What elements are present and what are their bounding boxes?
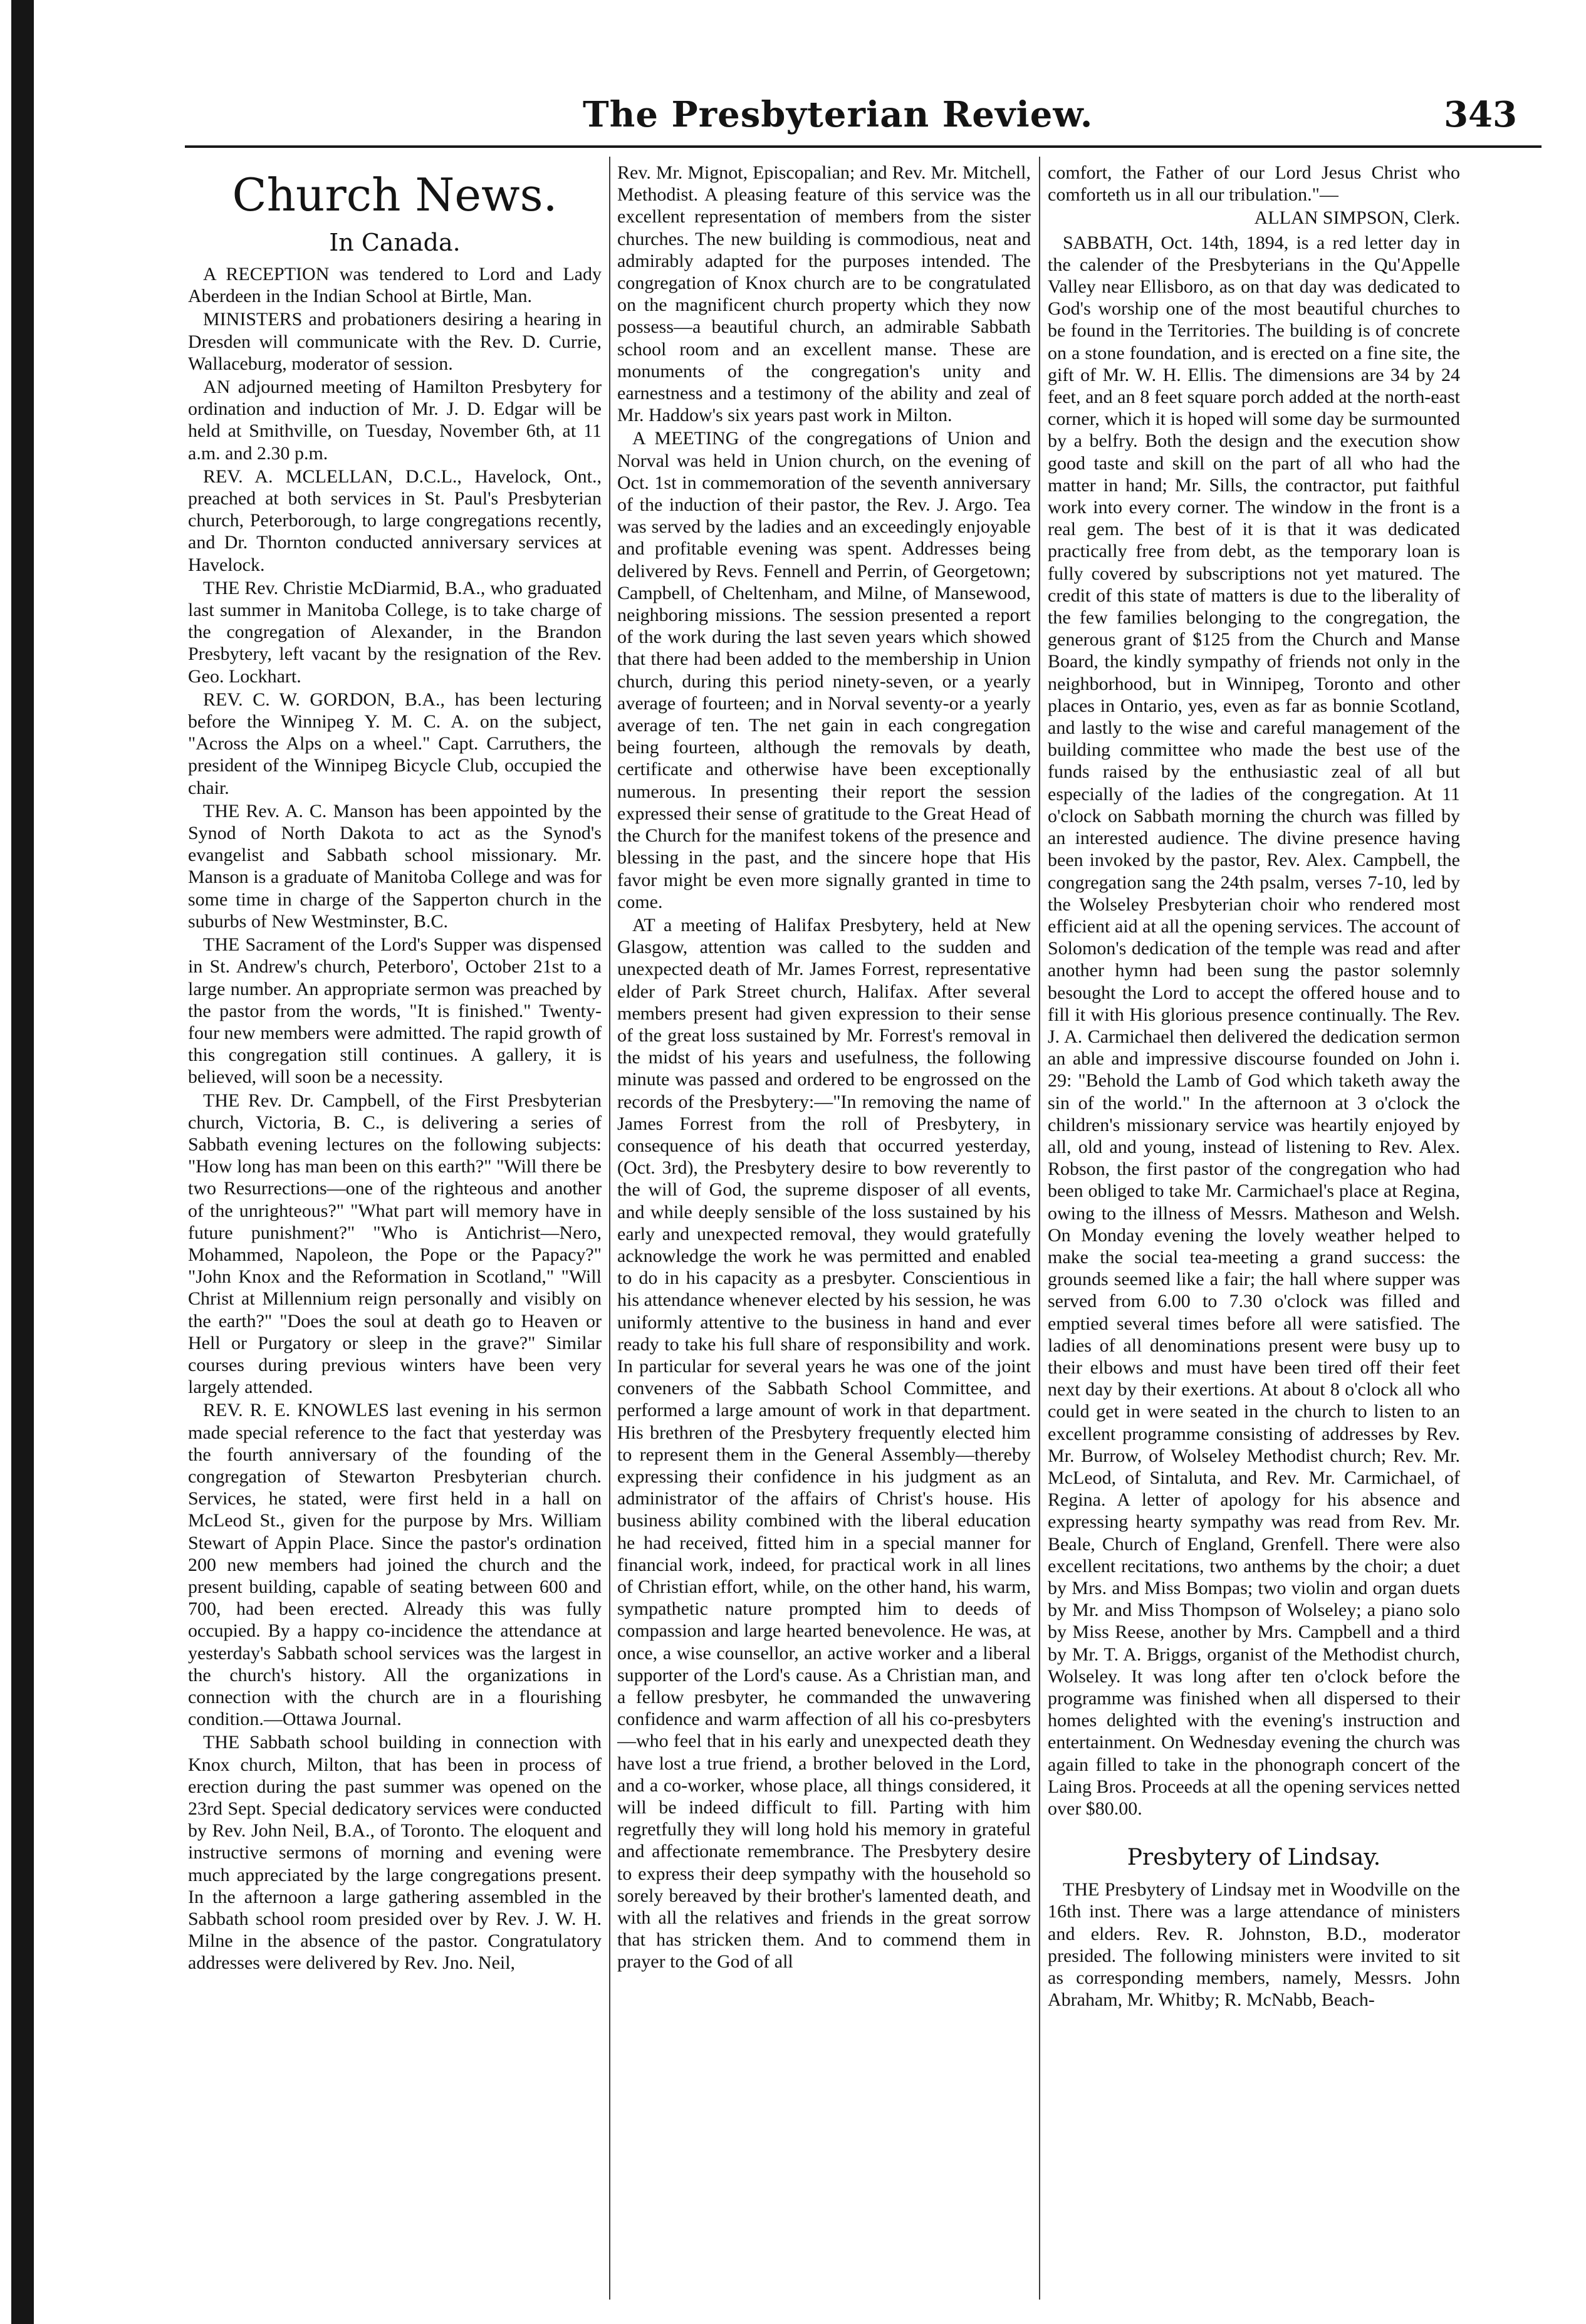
news-item: AT a meeting of Halifax Presbytery, held at New Glasgow, attention was called to the sudden and unexpected death of Mr. James Forrest, representative elder of Park Street church, Halifax. After several members present had given expression to their sense of the great loss sustained by Mr. Forrest's removal in the midst of his years and usefulness, the following minute was passed and ordered to be engrossed on the records of the Presbytery:—"In removing the name of James Forrest from the roll of Presbytery, in consequence of his death that occurred yesterday, (Oct. 3rd), the Presbytery desire to bow reverently to the will of God, the supreme disposer of all events, and while deeply sensible of the loss sustained by his early and unexpected removal, they would gratefully acknowledge the work he was permitted and enabled to do in his capacity as a presbyter. Conscientious in his attendance whenever elected by his session, he was uniformly attentive to the business in hand and ever ready to take his full share of responsibility and work. In particular for several years he was one of the joint conveners of the Sabbath School Committee, and performed a large amount of work in that department. His brethren of the Presbytery frequently elected him to represent them in the General Assembly—thereby expressing their confidence in his judgment as an administrator of the affairs of Christ's house. His business ability combined with the liberal education he had received, fitted him in a special manner for financial work, indeed, for practical work in all lines of Christian effort, while, on the other hand, his warm, sympathetic nature prompted him to deeds of compassion and large hearted benevolence. He was, at once, a wise counsellor, an active worker and a liberal supporter of the Lord's cause. As a Christian man, and a fellow presbyter, he commanded the unwavering confidence and warm affection of all his co-presbyters—who feel that in his early and unexpected death they have lost a true friend, a brother beloved in the Lord, and a co-worker, whose place, all things considered, it will be indeed difficult to fill. Parting with him regretfully they will long hold his memory in grateful and affectionate remembrance. The Presbytery desire to express their deep sympathy with the household so sorely bereaved by their brother's lamented death, and with all the relatives and friends in the great sorrow that has stricken them. And to commend them in prayer to the God of all bbox=[617, 914, 1031, 1972]
news-item: THE Rev. Dr. Campbell, of the First Presbyterian church, Victoria, B. C., is delivering a series of Sabbath evening lectures on the following subjects: "How long has man been on this earth?" "Will there be two Resurrections—one of the righteous and another of the unrighteous?" "What part will memory have in future punishment?" "Who is Antichrist—Nero, Mohammed, Napoleon, the Pope or the Papacy?" "John Knox and the Reformation in Scotland," "Will Christ at Millennium reign personally and visibly on the earth?" "Does the soul at death go to Heaven or Hell or Purgatory or sleep in the grave?" Similar courses during previous winters have been very largely attended. bbox=[188, 1090, 602, 1398]
news-item: THE Rev. Christie McDiarmid, B.A., who graduated last summer in Manitoba College, is to take charge of the congregation of Alexander, in the Brandon Presbytery, left vacant by the resignation of the Rev. Geo. Lockhart. bbox=[188, 577, 602, 687]
clerk-signature: ALLAN SIMPSON, Clerk. bbox=[1254, 207, 1460, 229]
column-1 bbox=[188, 162, 602, 2305]
column-separator bbox=[1039, 157, 1040, 2300]
news-item: MINISTERS and probationers desiring a hearing in Dresden will communicate with the Rev. D. Currie, Wallaceburg, moderator of session. bbox=[188, 309, 602, 374]
header-rule bbox=[185, 145, 1542, 148]
news-item: A MEETING of the congregations of Union and Norval was held in Union church, on the evening of Oct. 1st in commemoration of the seventh anniversary of the induction of their pastor, the Rev. J. Argo. Tea was served by the ladies and an exceedingly enjoyable and profitable evening was spent. Addresses being delivered by Revs. Fennell and Perrin, of Georgetown; Campbell, of Cheltenham, and Milne, of Mansewood, neighboring missions. The session presented a report of the work during the last seven years which showed that there had been added to the membership in Union church, during this period ninety-seven, or a yearly average of fourteen; and in Norval seventy-or a yearly average of ten. The net gain in each congregation being fourteen, although the removals by death, certificate and otherwise have been exceptionally numerous. In presenting their report the session expressed their sense of gratitude to the Great Head of the Church for the manifest tokens of the presence and blessing in the past, and the sincere hope that His favor might be even more signally granted in time to come. bbox=[617, 428, 1031, 912]
news-item: Rev. Mr. Mignot, Episcopalian; and Rev. Mr. Mitchell, Methodist. A pleasing feature of this service was the excellent representation of members from the sister churches. The new building is commodious, neat and admirably adapted for the purposes intended. The congregation of Knox church are to be congratulated on the magnificent church property which they now possess—a beautiful church, an admirable Sabbath school room and an excellent manse. These are monuments of the congregation's unity and earnestness and a testimony of the ability and zeal of Mr. Haddow's six years past work in Milton. bbox=[617, 162, 1031, 426]
column-2 bbox=[617, 162, 1031, 2305]
news-item: THE Presbytery of Lindsay met in Woodville on the 16th inst. There was a large attendance of ministers and elders. Rev. R. Johnston, B.D., moderator presided. The following ministers were invited to sit as corresponding members, namely, Messrs. John Abraham, Mr. Whitby; R. McNabb, Beach- bbox=[1048, 1879, 1460, 2011]
page-number: 343 bbox=[1444, 94, 1517, 135]
news-item: A RECEPTION was tendered to Lord and Lady Aberdeen in the Indian School at Birtle, Man. bbox=[188, 264, 602, 307]
news-item: REV. A. MCLELLAN, D.C.L., Havelock, Ont., preached at both services in St. Paul's Presbyterian church, Peterborough, to large congregations recently, and Dr. Thornton conducted anniversary services at Havelock. bbox=[188, 466, 602, 575]
publication-title: The Presbyterian Review. bbox=[583, 94, 1093, 135]
news-item: REV. C. W. GORDON, B.A., has been lecturing before the Winnipeg Y. M. C. A. on the subject, "Across the Alps on a wheel." Capt. Carruthers, the president of the Winnipeg Bicycle Club, occupied the chair. bbox=[188, 689, 602, 798]
news-item: AN adjourned meeting of Hamilton Presbytery for ordination and induction of Mr. J. D. Edgar will be held at Smithville, on Tuesday, November 6th, at 11 a.m. and 2.30 p.m. bbox=[188, 377, 602, 464]
section-title: Church News. bbox=[232, 169, 558, 221]
news-item: THE Sacrament of the Lord's Supper was dispensed in St. Andrew's church, Peterboro', October 21st to a large number. An appropriate sermon was preached by the pastor from the words, "It is finished." Twenty-four new members were admitted. The rapid growth of this congregation still continues. A gallery, it is believed, will soon be a necessity. bbox=[188, 934, 602, 1088]
subsection-title-lindsay: Presbytery of Lindsay. bbox=[1127, 1845, 1381, 1871]
news-item: THE Rev. A. C. Manson has been appointed by the Synod of North Dakota to act as the Synod's evangelist and Sabbath school missionary. Mr. Manson is a graduate of Manitoba College and was for some time in charge of the Sapperton church in the suburbs of New Westminster, B.C. bbox=[188, 800, 602, 932]
news-item: SABBATH, Oct. 14th, 1894, is a red letter day in the calender of the Presbyterians in the Qu'Appelle Valley near Ellisboro, as on that day was dedicated to God's worship one of the most beautiful churches to be found in the Territories. The building is of concrete on a stone foundation, and is erected on a fine site, the gift of Mr. W. H. Ellis. The dimensions are 34 by 24 feet, and an 8 feet square porch added at the north-east corner, which it is hoped will some day be surmounted by a belfry. Both the design and the execution show good taste and skill on the part of all who had the matter in hand; Mr. Sills, the contractor, put faithful work into every corner. The window in the front is a real gem. The best of it is that it was dedicated practically free from debt, as the temporary loan is fully covered by subscriptions not yet matured. The credit of this state of matters is due to the liberality of the few families belonging to the congregation, the generous grant of $125 from the Church and Manse Board, the kindly sympathy of friends not only in the neighborhood, but in Winnipeg, Toronto and other places in Ontario, yes, even as far as bonnie Scotland, and lastly to the wise and careful management of the building committee who made the best use of the funds raised by the enthusiastic zeal of all but especially of the ladies of the congregation. At 11 o'clock on Sabbath morning the church was filled by an interested audience. The divine presence having been invoked by the pastor, Rev. Alex. Campbell, the congregation sang the 24th psalm, verses 7-10, led by the Wolseley Presbyterian choir who rendered most efficient aid at all the opening services. The account of Solomon's dedication of the temple was read and after another hymn had been sung the pastor solemnly besought the Lord to accept the offered house and to fill it with His glorious presence continually. The Rev. J. A. Carmichael then delivered the dedication sermon an able and impressive discourse founded on John i. 29: "Behold the Lamb of God which taketh away the sin of the world." In the afternoon at 3 o'clock the children's missionary service was heartily enjoyed by all, old and young, instead of listening to Rev. Alex. Robson, the first pastor of the congregation who had been obliged to take Mr. Carmichael's place at Regina, owing to the illness of Messrs. Matheson and Welsh. On Monday evening the lovely weather helped to make the social tea-meeting a grand success: the grounds seemed like a fair; the hall where supper was served from 6.00 to 7.30 o'clock was filled and emptied several times before all were satisfied. The ladies of all denominations present were busy up to their elbows and must have been tired off their feet next day by their exertions. At about 8 o'clock all who could get in were seated in the church to listen to an excellent programme consisting of addresses by Rev. Mr. Burrow, of Wolseley Methodist church; Rev. Mr. McLeod, of Sintaluta, and Rev. Mr. Carmichael, of Regina. A letter of apology for his absence and expressing hearty sympathy was read from Rev. Mr. Beale, Church of England, Grenfell. There were also excellent recitations, two anthems by the choir; a duet by Mrs. and Miss Bompas; two violin and organ duets by Mr. and Miss Thompson of Wolseley; a piano solo by Miss Reese, another by Mrs. Campbell and a third by Mr. T. A. Briggs, organist of the Methodist church, Wolseley. It was long after ten o'clock before the programme was finished when all dispersed to their homes delighted with the evening's instruction and entertainment. On Wednesday evening the church was again filled to take in the phonograph concert of the Laing Bros. Proceeds at all the opening services netted over $80.00. bbox=[1048, 232, 1460, 1820]
news-item: REV. R. E. KNOWLES last evening in his sermon made special reference to the fact that yesterday was the fourth anniversary of the founding of the congregation of Stewarton Presbyterian church. Services, he stated, were first held in a hall on McLeod St., given for the purpose by Mrs. William Stewart of Appin Place. Since the pastor's ordination 200 new members had joined the church and the present building, capable of seating between 600 and 700, had been erected. Already this was fully occupied. By a happy co-incidence the attendance at yesterday's Sabbath school services was the largest in the church's history. All the organizations in connection with the church are in a flourishing condition.—Ottawa Journal. bbox=[188, 1400, 602, 1730]
section-subtitle: In Canada. bbox=[329, 229, 461, 256]
news-item: THE Sabbath school building in connection with Knox church, Milton, that has been in process of erection during the past summer was opened on the 23rd Sept. Special dedicatory services were conducted by Rev. John Neil, B.A., of Toronto. The eloquent and instructive sermons of morning and evening were much appreciated by the large congregations present. In the afternoon a large gathering assembled in the Sabbath school room presided over by Rev. J. W. H. Milne in the absence of the pastor. Congratulatory addresses were delivered by Rev. Jno. Neil, bbox=[188, 1732, 602, 1974]
column-separator bbox=[609, 157, 610, 2300]
binding-edge bbox=[11, 0, 34, 2324]
column-3 bbox=[1048, 162, 1460, 2305]
news-item: comfort, the Father of our Lord Jesus Christ who comforteth us in all our tribulation."— bbox=[1048, 162, 1460, 206]
